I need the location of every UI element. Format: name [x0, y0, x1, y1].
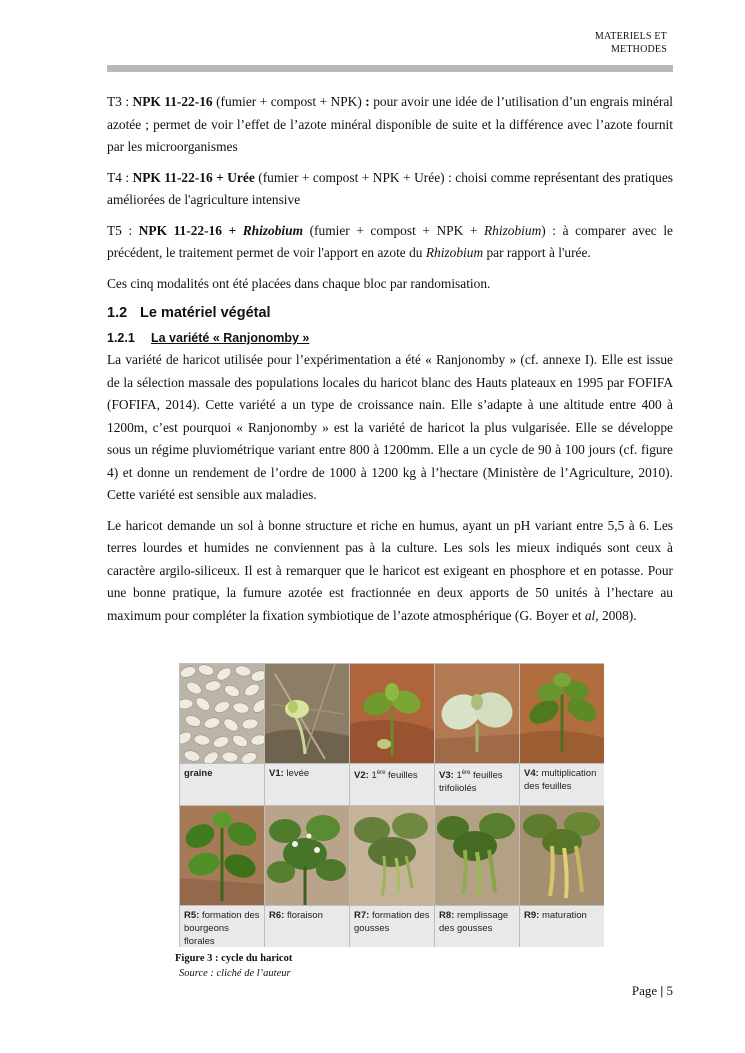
stage-caption-v4: V4: multiplication des feuilles — [520, 764, 604, 805]
photo-flowering — [265, 806, 349, 905]
photo-first-leaves — [350, 664, 434, 763]
paragraph-soil: Le haricot demande un sol à bonne structure et riche en humus, ayant un pH variant entre 5,5 à 6. Les terres lourdes et humides ne conviennent pas à la culture. Les sols les mieux indiqués sont ceux à caractère argilo-siliceux. Il est à remarquer que le haricot est exigeant en phosphore et en potasse. Pour une bonne pratique, la fumure azotée est fractionnée en deux apports de 50 unités à l’hectare au maximum pour compléter la fixation symbiotique de l’azote atmosphérique (G. Boyer et al, 2008). — [107, 517, 673, 623]
header-rule — [107, 65, 673, 72]
photo-emergence — [265, 664, 349, 763]
header-line-2: METHODES — [610, 44, 667, 55]
stage-caption-r5: R5: formation des bourgeons florales — [180, 906, 264, 947]
stage-caption-graine: graine — [180, 764, 264, 805]
header-line-1: MATERIELS ET — [594, 31, 667, 42]
stage-caption-r6: R6: floraison — [265, 906, 349, 947]
stage-caption-r7: R7: formation des gousses — [350, 906, 434, 947]
stage-caption-v1: V1: levée — [265, 764, 349, 805]
treatments-closing: Ces cinq modalités ont été placées dans chaque bloc par randomisation. — [107, 275, 491, 291]
photo-pod-formation — [350, 806, 434, 905]
photo-maturation — [520, 806, 604, 905]
stage-caption-r8: R8: remplissage des gousses — [435, 906, 519, 947]
stage-caption-v3: V3: 1ère feuilles trifoliolés — [435, 764, 519, 805]
treatment-t3: T3 : NPK 11-22-16 (fumier + compost + NPK) : pour avoir une idée de l’utilisation d’un engrais minéral azotée ; permet de voir l’effet de l’azote minéral disponible de suite et la différence avec l’azote fournit par les microorganismes — [107, 94, 674, 154]
section-heading: 1.2 Le matériel végétal — [107, 305, 271, 321]
figure-source: Source : cliché de l’auteur — [179, 968, 291, 979]
running-header — [467, 30, 667, 56]
photo-seeds — [180, 664, 264, 763]
treatment-t4: T4 : NPK 11-22-16 + Urée (fumier + compost + NPK + Urée) : choisi comme représentant des pratiques améliorées de l'agriculture intensive — [107, 169, 673, 207]
bean-cycle-figure — [179, 663, 604, 947]
treatment-t5: T5 : NPK 11-22-16 + Rhizobium (fumier + compost + NPK + Rhizobium) : à comparer avec le précédent, le traitement permet de voir l'apport en azote du Rhizobium par rapport à l'urée. — [107, 222, 673, 260]
photo-trifoliate-leaves — [435, 664, 519, 763]
photo-leaf-multiplication — [520, 664, 604, 763]
page-number: Page | 5 — [631, 983, 673, 998]
figure-title: Figure 3 : cycle du haricot — [175, 953, 293, 964]
subsection-heading: 1.2.1 La variété « Ranjonomby » — [107, 331, 310, 345]
photo-flower-buds — [180, 806, 264, 905]
paragraph-variety: La variété de haricot utilisée pour l’expérimentation a été « Ranjonomby » (cf. annexe I). Elle est issue de la sélection massale des populations locales du haricot blanc des Hauts plateaux en 1995 par FOFIFA (FOFIFA, 2014). Cette variété a un type de croissance nain. Elle s’adapte à une altitude entre 400 à 1200m, c’est pourquoi « Ranjonomby » est la variété de haricot la plus vulgarisée. Elle se développe sous un régime pluviométrique variant entre 800 à 1200mm. Elle a un cycle de 90 à 100 jours (cf. figure 4) et donne un rendement de l’ordre de 1000 à 1200 kg à l’hectare (Ministère de l’Agriculture, 2010). Cette variété est sensible aux maladies. — [107, 352, 673, 502]
page-body — [107, 91, 673, 635]
photo-pod-filling — [435, 806, 519, 905]
stage-caption-r9: R9: maturation — [520, 906, 604, 947]
stage-caption-v2: V2: 1ère feuilles — [350, 764, 434, 805]
